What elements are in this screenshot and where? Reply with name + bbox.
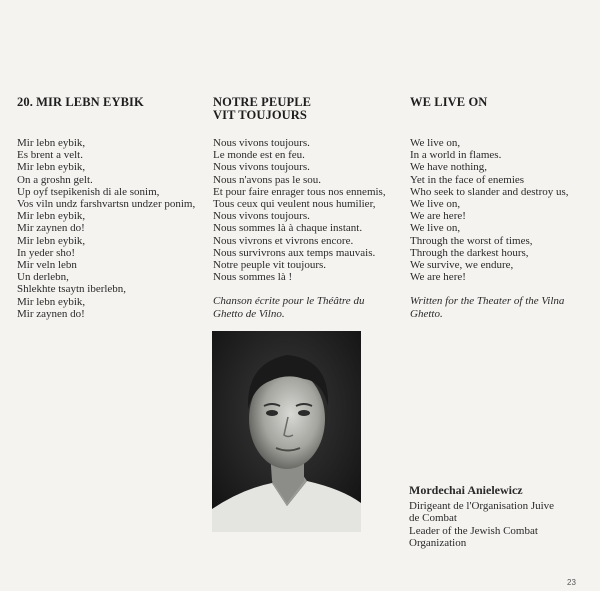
lyric-line: Nous vivons toujours. bbox=[213, 210, 310, 223]
lyric-line: Nous sommes là ! bbox=[213, 271, 293, 284]
portrait-illustration bbox=[212, 331, 361, 532]
lyric-line: We live on, bbox=[410, 198, 461, 211]
caption-line: Leader of the Jewish Combat bbox=[409, 524, 538, 537]
lyric-line: Un derlebn, bbox=[17, 271, 69, 284]
lyric-line: Mir lebn eybik, bbox=[17, 295, 86, 308]
lyric-line: Mir lebn eybik, bbox=[17, 234, 86, 247]
lyric-line: Vos viln undz farshvartsn undzer ponim, bbox=[17, 198, 196, 211]
lyric-line: In a world in flames. bbox=[410, 149, 502, 162]
lyric-line: We are here! bbox=[410, 271, 466, 284]
song-title-yiddish: 20. MIR LEBN EYBIK bbox=[17, 95, 144, 109]
lyric-line: Yet in the face of enemies bbox=[410, 173, 525, 186]
caption-line: de Combat bbox=[409, 512, 457, 525]
lyrics-french bbox=[213, 137, 403, 283]
lyric-line: Notre peuple vit toujours. bbox=[213, 259, 327, 272]
lyric-line: Nous sommes là à chaque instant. bbox=[213, 222, 363, 235]
lyric-line: Le monde est en feu. bbox=[213, 149, 305, 162]
column-english bbox=[410, 96, 590, 320]
column-french bbox=[213, 96, 403, 320]
lyric-line: Mir veln lebn bbox=[17, 259, 77, 272]
lyric-line: Mir lebn eybik, bbox=[17, 210, 86, 223]
lyric-line: We have nothing, bbox=[410, 161, 488, 174]
column-yiddish bbox=[17, 96, 207, 320]
lyric-line: Et pour faire enrager tous nos ennemis, bbox=[213, 185, 386, 198]
lyric-line: Mir lebn eybik, bbox=[17, 137, 86, 149]
lyric-line: Tous ceux qui veulent nous humilier, bbox=[213, 198, 376, 211]
lyric-line: Through the worst of times, bbox=[410, 234, 533, 247]
lyrics-yiddish bbox=[17, 137, 207, 320]
caption-line: Organization bbox=[409, 536, 467, 549]
lyrics-english bbox=[410, 137, 590, 283]
lyric-line: Up oyf tsepikenish di ale sonim, bbox=[17, 185, 160, 198]
lyric-line: Nous vivrons et vivrons encore. bbox=[213, 234, 354, 247]
caption-line: Dirigeant de l'Organisation Juive bbox=[409, 500, 555, 513]
lyric-line: Nous survivrons aux temps mauvais. bbox=[213, 246, 376, 259]
lyric-line: Es brent a velt. bbox=[17, 149, 83, 162]
photo-caption bbox=[409, 484, 589, 549]
caption-name: Mordechai Anielewicz bbox=[409, 483, 523, 497]
lyric-line: We survive, we endure, bbox=[410, 259, 514, 272]
song-note-french: Chanson écrite pour le Théâtre du Ghetto de Vilno. bbox=[213, 295, 365, 320]
song-note-english: Written for the Theater of the Vilna Ghetto. bbox=[410, 295, 565, 320]
lyric-line: Mir zaynen do! bbox=[17, 307, 85, 320]
page-number: 23 bbox=[567, 578, 576, 587]
lyric-line: Nous vivons toujours. bbox=[213, 161, 310, 174]
lyric-line: On a groshn gelt. bbox=[17, 173, 93, 186]
lyric-line: Through the darkest hours, bbox=[410, 246, 529, 259]
lyric-line: We live on, bbox=[410, 222, 461, 235]
lyric-line: Shlekhte tsaytn iberlebn, bbox=[17, 283, 127, 296]
portrait-photo bbox=[212, 331, 361, 532]
lyric-line: We live on, bbox=[410, 137, 461, 149]
lyric-line: We are here! bbox=[410, 210, 466, 223]
song-title-english: WE LIVE ON bbox=[410, 95, 488, 109]
lyric-line: Nous n'avons pas le sou. bbox=[213, 173, 322, 186]
lyric-line: Who seek to slander and destroy us, bbox=[410, 185, 569, 198]
lyric-line: Mir lebn eybik, bbox=[17, 161, 86, 174]
lyric-line: Nous vivons toujours. bbox=[213, 137, 310, 149]
lyric-line: In yeder sho! bbox=[17, 246, 76, 259]
lyric-line: Mir zaynen do! bbox=[17, 222, 85, 235]
song-title-french: NOTRE PEUPLE VIT TOUJOURS bbox=[213, 95, 312, 122]
